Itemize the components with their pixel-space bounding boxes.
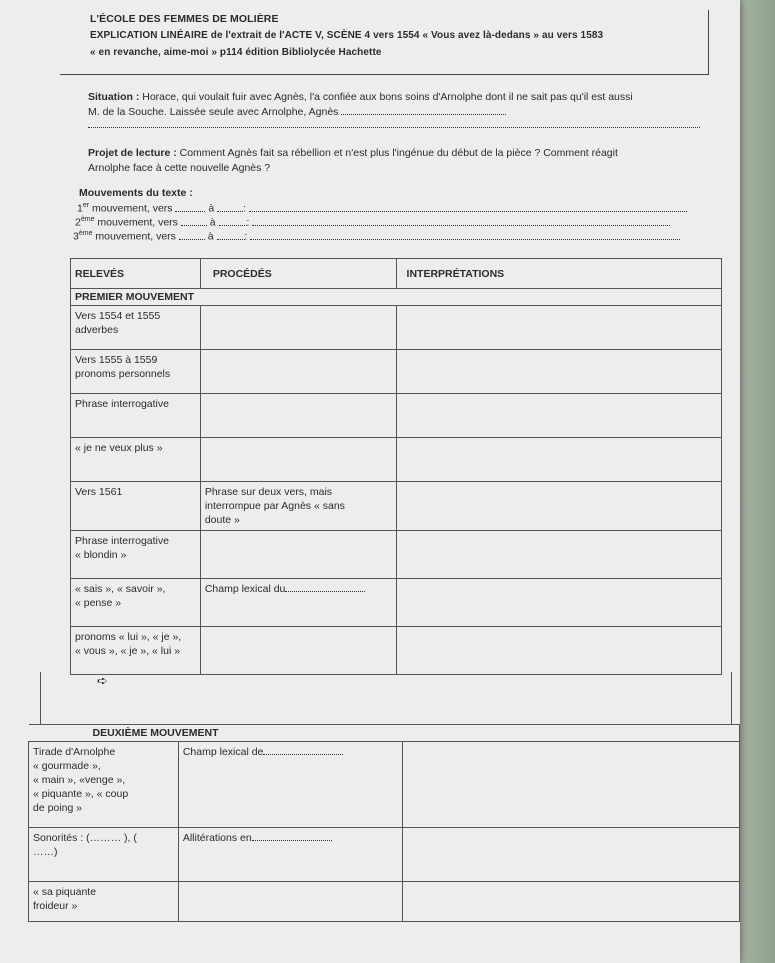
table-header-row	[71, 259, 722, 289]
procede-cell[interactable]: Allitérations en	[178, 828, 402, 882]
procede-cell[interactable]: Phrase sur deux vers, mais interrompue par Agnès « sans doute »	[200, 482, 396, 531]
section-row-2	[29, 725, 740, 742]
header-interpretations: INTERPRÉTATIONS	[396, 259, 721, 289]
mouvement-3	[73, 230, 680, 243]
mouvement-1-sup: er	[82, 202, 90, 209]
releve-cell[interactable]: Tirade d'Arnolphe « gourmade », « main », «venge », « piquante », « coup de poing »	[29, 742, 179, 828]
mouvement-3-colon: :	[244, 230, 248, 243]
situation-line2	[88, 106, 506, 118]
projet-label: Projet de lecture :	[88, 147, 177, 159]
mouvement-1-to[interactable]	[217, 211, 243, 212]
table-row	[29, 742, 740, 828]
situation-line1	[88, 91, 633, 103]
mouvement-1	[77, 202, 687, 215]
releve-cell[interactable]: Vers 1554 et 1555 adverbes	[71, 306, 201, 350]
analysis-table-2	[28, 724, 740, 922]
situation-text1: Horace, qui voulait fuir avec Agnès, l'a confiée aux bons soins d'Arnolphe dont il ne sait pas qu'il est aussi	[142, 91, 633, 103]
procede-cell[interactable]	[200, 350, 396, 394]
mouvement-2-num: 2	[75, 216, 81, 229]
releve-cell[interactable]: Phrase interrogative	[71, 394, 201, 438]
interpretation-cell[interactable]	[396, 579, 721, 627]
mouvement-1-colon: :	[243, 202, 247, 215]
table-row	[29, 882, 740, 922]
situation-text2: M. de la Souche. Laissée seule avec Arnolphe, Agnès	[88, 106, 339, 118]
mouvement-1-num: 1	[77, 202, 83, 215]
mouvement-2-a: à	[209, 216, 216, 229]
mouvement-3-num: 3	[73, 230, 79, 243]
arrow-icon: ➪	[97, 674, 108, 689]
interpretation-cell[interactable]	[402, 828, 739, 882]
procede-cell[interactable]: Champ lexical de	[178, 742, 402, 828]
table-row	[71, 306, 722, 350]
header-subtitle: EXPLICATION LINÉAIRE de l'extrait de l'ACTE V, SCÈNE 4 vers 1554 « Vous avez là-dedans » au vers 1583	[90, 30, 604, 41]
interpretation-cell[interactable]	[396, 627, 721, 675]
mouvement-1-desc[interactable]	[249, 211, 687, 212]
procede-blank[interactable]	[252, 840, 332, 841]
projet-text1: Comment Agnès fait sa rébellion et n'est plus l'ingénue du début de la pièce ? Comment réagit	[179, 147, 618, 159]
mouvement-2	[75, 216, 670, 229]
releve-cell[interactable]: « je ne veux plus »	[71, 438, 201, 482]
analysis-table-1	[70, 258, 722, 675]
procede-blank[interactable]	[285, 591, 365, 592]
procede-cell[interactable]	[200, 394, 396, 438]
situation-blank-line[interactable]	[88, 127, 700, 128]
interpretation-cell[interactable]	[402, 742, 739, 828]
procede-cell[interactable]: Champ lexical du	[200, 579, 396, 627]
mouvement-1-a: à	[208, 202, 215, 215]
mouvement-3-label: mouvement, vers	[95, 230, 176, 243]
mouvement-2-desc[interactable]	[252, 225, 670, 226]
mouvement-3-desc[interactable]	[250, 239, 680, 240]
section-premier-mouvement: PREMIER MOUVEMENT	[71, 289, 722, 306]
mouvement-1-from[interactable]	[175, 211, 205, 212]
procede-cell[interactable]	[200, 306, 396, 350]
releve-cell[interactable]: Sonorités : (……… ), ( ……)	[29, 828, 179, 882]
section-deuxieme-mouvement: DEUXIÈME MOUVEMENT	[29, 725, 740, 742]
procede-blank[interactable]	[263, 754, 343, 755]
section-row-1	[71, 289, 722, 306]
mouvement-2-to[interactable]	[219, 225, 247, 226]
mouvement-3-a: à	[207, 230, 214, 243]
mouvement-3-from[interactable]	[179, 239, 205, 240]
mouvement-2-colon: :	[246, 216, 250, 229]
releve-cell[interactable]: « sais », « savoir », « pense »	[71, 579, 201, 627]
procede-cell[interactable]	[200, 627, 396, 675]
interpretation-cell[interactable]	[396, 482, 721, 531]
procede-cell[interactable]	[178, 882, 402, 922]
mouvement-3-sup: ème	[78, 230, 93, 237]
table-row	[71, 579, 722, 627]
mouvement-1-label: mouvement, vers	[92, 202, 173, 215]
mouvement-2-sup: ème	[80, 216, 95, 223]
table-row	[71, 394, 722, 438]
table-row	[29, 828, 740, 882]
situation-blank[interactable]	[341, 114, 506, 115]
header-procedes: PROCÉDÉS	[200, 259, 396, 289]
table-row	[71, 350, 722, 394]
header-title: L'ÉCOLE DES FEMMES DE MOLIÈRE	[90, 13, 279, 25]
projet-text2: Arnolphe face à cette nouvelle Agnès ?	[88, 162, 271, 174]
header-reference: « en revanche, aime-moi » p114 édition Bibliolycée Hachette	[90, 47, 382, 58]
procede-cell[interactable]	[200, 531, 396, 579]
interpretation-cell[interactable]	[396, 394, 721, 438]
interpretation-cell[interactable]	[396, 438, 721, 482]
arrow-row[interactable]	[40, 672, 732, 725]
interpretation-cell[interactable]	[396, 306, 721, 350]
table-row	[71, 438, 722, 482]
interpretation-cell[interactable]	[396, 350, 721, 394]
releve-cell[interactable]: Phrase interrogative « blondin »	[71, 531, 201, 579]
releve-cell[interactable]: Vers 1561	[71, 482, 201, 531]
interpretation-cell[interactable]	[396, 531, 721, 579]
mouvement-3-to[interactable]	[217, 239, 245, 240]
header-releves: RELEVÉS	[71, 259, 201, 289]
mouvement-2-label: mouvement, vers	[97, 216, 178, 229]
procede-cell[interactable]	[200, 438, 396, 482]
table-row	[71, 531, 722, 579]
situation-label: Situation :	[88, 91, 140, 103]
mouvements-title: Mouvements du texte :	[79, 187, 193, 199]
releve-cell[interactable]: « sa piquante froideur »	[29, 882, 179, 922]
releve-cell[interactable]: pronoms « lui », « je », « vous », « je », « lui »	[71, 627, 201, 675]
interpretation-cell[interactable]	[402, 882, 739, 922]
projet-line1	[88, 147, 618, 159]
releve-cell[interactable]: Vers 1555 à 1559 pronoms personnels	[71, 350, 201, 394]
mouvement-2-from[interactable]	[181, 225, 207, 226]
table-row	[71, 627, 722, 675]
table-row	[71, 482, 722, 531]
